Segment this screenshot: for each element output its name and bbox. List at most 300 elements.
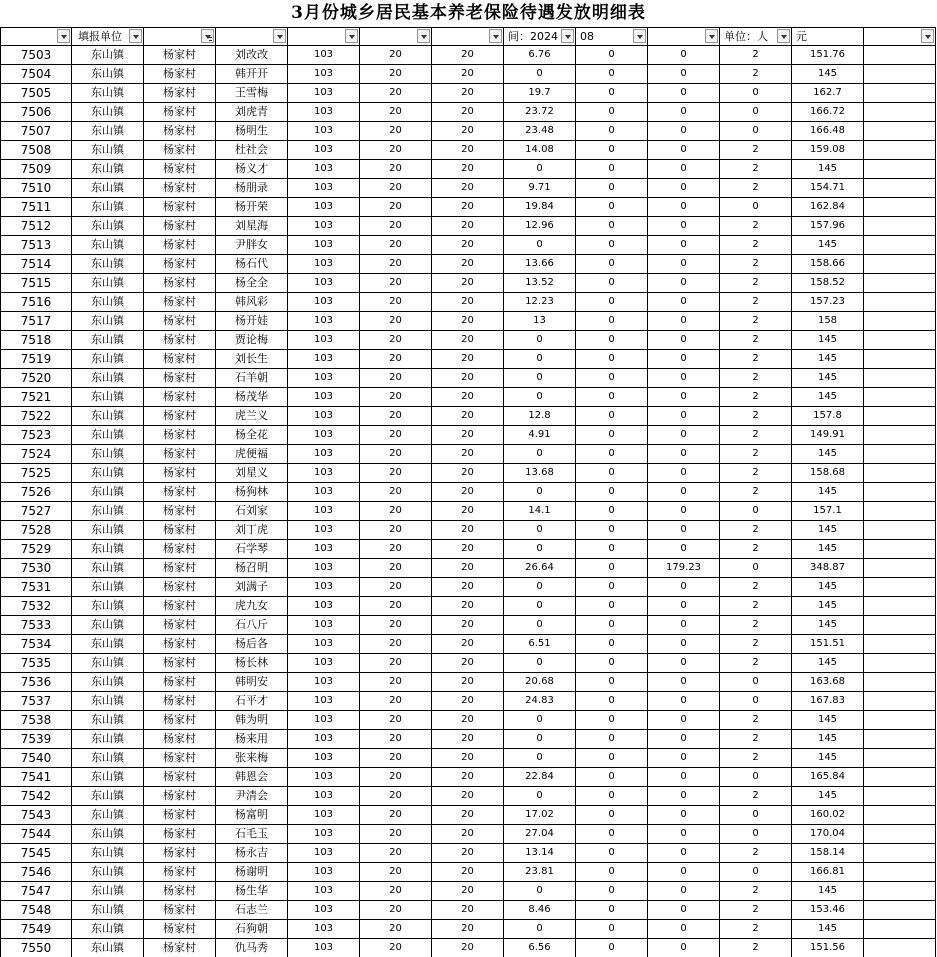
table-cell[interactable]: 杨家村: [144, 255, 216, 274]
table-cell[interactable]: 0: [648, 388, 720, 407]
table-cell[interactable]: 2: [720, 939, 792, 957]
table-cell[interactable]: 7532: [0, 597, 72, 616]
table-cell[interactable]: 石刘家: [216, 502, 288, 521]
table-cell[interactable]: 145: [792, 445, 864, 464]
table-cell[interactable]: 13.68: [504, 464, 576, 483]
table-cell[interactable]: 103: [288, 84, 360, 103]
table-cell[interactable]: 103: [288, 768, 360, 787]
table-cell[interactable]: 145: [792, 787, 864, 806]
table-cell[interactable]: 145: [792, 578, 864, 597]
table-cell[interactable]: 7512: [0, 217, 72, 236]
table-cell[interactable]: [864, 179, 936, 198]
filter-dropdown-icon[interactable]: [489, 29, 502, 43]
table-cell[interactable]: 20: [432, 274, 504, 293]
table-cell[interactable]: 20: [360, 388, 432, 407]
table-cell[interactable]: 103: [288, 274, 360, 293]
table-cell[interactable]: 103: [288, 198, 360, 217]
table-cell[interactable]: 0: [648, 882, 720, 901]
table-cell[interactable]: 0: [648, 179, 720, 198]
table-cell[interactable]: 东山镇: [72, 787, 144, 806]
table-cell[interactable]: 杨家村: [144, 65, 216, 84]
table-cell[interactable]: 145: [792, 388, 864, 407]
table-cell[interactable]: 163.68: [792, 673, 864, 692]
table-cell[interactable]: 20: [360, 198, 432, 217]
table-cell[interactable]: 20: [360, 84, 432, 103]
table-cell[interactable]: 0: [504, 388, 576, 407]
table-cell[interactable]: 0: [648, 825, 720, 844]
table-cell[interactable]: 7534: [0, 635, 72, 654]
table-cell[interactable]: [864, 255, 936, 274]
table-cell[interactable]: 东山镇: [72, 559, 144, 578]
table-cell[interactable]: 0: [648, 141, 720, 160]
table-cell[interactable]: 20: [432, 293, 504, 312]
table-cell[interactable]: 20: [432, 863, 504, 882]
table-cell[interactable]: 13.52: [504, 274, 576, 293]
table-cell[interactable]: 20: [432, 141, 504, 160]
table-cell[interactable]: 0: [504, 711, 576, 730]
table-cell[interactable]: 20: [432, 350, 504, 369]
table-cell[interactable]: 7541: [0, 768, 72, 787]
table-cell[interactable]: 0: [504, 483, 576, 502]
table-cell[interactable]: 0: [576, 521, 648, 540]
table-cell[interactable]: [864, 806, 936, 825]
table-cell[interactable]: 167.83: [792, 692, 864, 711]
table-cell[interactable]: 杨家村: [144, 635, 216, 654]
table-cell[interactable]: 103: [288, 103, 360, 122]
table-cell[interactable]: 20: [432, 198, 504, 217]
table-cell[interactable]: 东山镇: [72, 730, 144, 749]
table-cell[interactable]: 145: [792, 882, 864, 901]
table-cell[interactable]: 20: [360, 920, 432, 939]
table-cell[interactable]: 20: [432, 882, 504, 901]
table-cell[interactable]: 12.23: [504, 293, 576, 312]
table-cell[interactable]: 0: [648, 236, 720, 255]
table-cell[interactable]: 杨家村: [144, 768, 216, 787]
table-cell[interactable]: [864, 787, 936, 806]
table-cell[interactable]: 6.51: [504, 635, 576, 654]
table-cell[interactable]: 0: [504, 616, 576, 635]
table-cell[interactable]: 20: [360, 445, 432, 464]
table-cell[interactable]: 杨茂华: [216, 388, 288, 407]
table-cell[interactable]: 158.52: [792, 274, 864, 293]
table-cell[interactable]: 0: [648, 502, 720, 521]
table-cell[interactable]: 刘星海: [216, 217, 288, 236]
table-cell[interactable]: 0: [576, 749, 648, 768]
table-cell[interactable]: 杨家村: [144, 521, 216, 540]
table-cell[interactable]: 20: [432, 236, 504, 255]
table-cell[interactable]: 7544: [0, 825, 72, 844]
table-cell[interactable]: 2: [720, 350, 792, 369]
table-cell[interactable]: 14.08: [504, 141, 576, 160]
table-cell[interactable]: 刘星义: [216, 464, 288, 483]
table-cell[interactable]: 7517: [0, 312, 72, 331]
table-cell[interactable]: 2: [720, 616, 792, 635]
table-cell[interactable]: 103: [288, 692, 360, 711]
table-cell[interactable]: 杨家村: [144, 749, 216, 768]
table-cell[interactable]: 2: [720, 274, 792, 293]
table-cell[interactable]: 石平才: [216, 692, 288, 711]
table-cell[interactable]: 杨家村: [144, 198, 216, 217]
table-cell[interactable]: 0: [648, 521, 720, 540]
table-cell[interactable]: 0: [504, 578, 576, 597]
table-cell[interactable]: 杨开荣: [216, 198, 288, 217]
table-cell[interactable]: 0: [576, 46, 648, 65]
table-cell[interactable]: 0: [648, 768, 720, 787]
table-cell[interactable]: 东山镇: [72, 711, 144, 730]
table-cell[interactable]: 东山镇: [72, 901, 144, 920]
table-cell[interactable]: 2: [720, 749, 792, 768]
table-cell[interactable]: 7539: [0, 730, 72, 749]
table-cell[interactable]: 杨明生: [216, 122, 288, 141]
table-cell[interactable]: 20: [432, 749, 504, 768]
table-cell[interactable]: 103: [288, 331, 360, 350]
table-cell[interactable]: 20: [360, 882, 432, 901]
table-cell[interactable]: 0: [648, 540, 720, 559]
table-cell[interactable]: 166.81: [792, 863, 864, 882]
table-cell[interactable]: 7515: [0, 274, 72, 293]
table-cell[interactable]: 0: [648, 654, 720, 673]
table-cell[interactable]: [864, 483, 936, 502]
table-cell[interactable]: 158.68: [792, 464, 864, 483]
table-cell[interactable]: 103: [288, 160, 360, 179]
table-cell[interactable]: [864, 160, 936, 179]
table-cell[interactable]: [864, 331, 936, 350]
table-cell[interactable]: 2: [720, 293, 792, 312]
table-cell[interactable]: 151.56: [792, 939, 864, 957]
table-cell[interactable]: 韩明安: [216, 673, 288, 692]
table-cell[interactable]: 7513: [0, 236, 72, 255]
filter-dropdown-icon[interactable]: [57, 29, 70, 43]
table-cell[interactable]: 103: [288, 863, 360, 882]
table-cell[interactable]: 0: [648, 749, 720, 768]
table-cell[interactable]: 石志兰: [216, 901, 288, 920]
filter-dropdown-icon[interactable]: [633, 29, 646, 43]
table-cell[interactable]: 0: [648, 806, 720, 825]
table-cell[interactable]: 东山镇: [72, 198, 144, 217]
table-cell[interactable]: [864, 939, 936, 957]
table-cell[interactable]: 20: [432, 920, 504, 939]
table-cell[interactable]: 0: [504, 654, 576, 673]
table-cell[interactable]: 0: [576, 825, 648, 844]
table-cell[interactable]: 19.84: [504, 198, 576, 217]
table-cell[interactable]: 20: [360, 578, 432, 597]
table-cell[interactable]: 0: [576, 597, 648, 616]
table-cell[interactable]: 0: [648, 312, 720, 331]
table-cell[interactable]: 20: [360, 844, 432, 863]
table-cell[interactable]: 杨家村: [144, 844, 216, 863]
table-cell[interactable]: 杨家村: [144, 369, 216, 388]
table-cell[interactable]: 0: [576, 464, 648, 483]
table-cell[interactable]: 0: [576, 730, 648, 749]
table-cell[interactable]: [864, 502, 936, 521]
table-cell[interactable]: 杨家村: [144, 217, 216, 236]
table-cell[interactable]: 2: [720, 654, 792, 673]
table-cell[interactable]: 0: [576, 198, 648, 217]
table-cell[interactable]: 7535: [0, 654, 72, 673]
table-cell[interactable]: 0: [648, 920, 720, 939]
table-cell[interactable]: 20: [432, 597, 504, 616]
table-cell[interactable]: 145: [792, 65, 864, 84]
table-cell[interactable]: 20: [432, 84, 504, 103]
table-cell[interactable]: 0: [576, 920, 648, 939]
table-cell[interactable]: [864, 293, 936, 312]
table-cell[interactable]: 145: [792, 730, 864, 749]
table-cell[interactable]: 0: [576, 407, 648, 426]
table-cell[interactable]: 杨家村: [144, 730, 216, 749]
table-cell[interactable]: [864, 882, 936, 901]
table-cell[interactable]: 2: [720, 483, 792, 502]
table-cell[interactable]: [864, 350, 936, 369]
table-cell[interactable]: 20: [432, 426, 504, 445]
table-cell[interactable]: 6.56: [504, 939, 576, 957]
table-cell[interactable]: 0: [576, 901, 648, 920]
table-cell[interactable]: 103: [288, 635, 360, 654]
table-cell[interactable]: 0: [576, 882, 648, 901]
table-cell[interactable]: 7536: [0, 673, 72, 692]
table-cell[interactable]: 东山镇: [72, 350, 144, 369]
table-cell[interactable]: [864, 901, 936, 920]
table-cell[interactable]: 20: [360, 122, 432, 141]
table-cell[interactable]: 7549: [0, 920, 72, 939]
table-cell[interactable]: 162.84: [792, 198, 864, 217]
table-cell[interactable]: 2: [720, 255, 792, 274]
table-cell[interactable]: 张来梅: [216, 749, 288, 768]
table-cell[interactable]: 0: [720, 103, 792, 122]
table-cell[interactable]: 0: [648, 331, 720, 350]
table-cell[interactable]: 7538: [0, 711, 72, 730]
table-cell[interactable]: 0: [648, 274, 720, 293]
table-cell[interactable]: 20: [360, 483, 432, 502]
table-cell[interactable]: 杨朋录: [216, 179, 288, 198]
table-cell[interactable]: 0: [648, 217, 720, 236]
table-cell[interactable]: 7533: [0, 616, 72, 635]
table-cell[interactable]: 0: [576, 160, 648, 179]
table-cell[interactable]: [864, 711, 936, 730]
table-cell[interactable]: 7547: [0, 882, 72, 901]
table-cell[interactable]: 东山镇: [72, 255, 144, 274]
table-cell[interactable]: [864, 369, 936, 388]
table-cell[interactable]: 0: [504, 920, 576, 939]
table-cell[interactable]: 20: [360, 540, 432, 559]
table-cell[interactable]: 杨家村: [144, 483, 216, 502]
table-cell[interactable]: 103: [288, 388, 360, 407]
table-cell[interactable]: 东山镇: [72, 806, 144, 825]
table-cell[interactable]: 0: [720, 806, 792, 825]
table-cell[interactable]: 石学琴: [216, 540, 288, 559]
table-cell[interactable]: 20: [432, 711, 504, 730]
table-cell[interactable]: 145: [792, 236, 864, 255]
table-cell[interactable]: 杨家村: [144, 293, 216, 312]
table-cell[interactable]: 20: [360, 217, 432, 236]
table-cell[interactable]: 0: [576, 578, 648, 597]
table-cell[interactable]: 20: [360, 654, 432, 673]
table-cell[interactable]: 2: [720, 464, 792, 483]
table-cell[interactable]: 刘满子: [216, 578, 288, 597]
table-cell[interactable]: 刘丁虎: [216, 521, 288, 540]
table-cell[interactable]: 杜社会: [216, 141, 288, 160]
table-cell[interactable]: 20: [432, 407, 504, 426]
table-cell[interactable]: 0: [648, 65, 720, 84]
table-cell[interactable]: 0: [576, 863, 648, 882]
table-cell[interactable]: 2: [720, 388, 792, 407]
table-cell[interactable]: 杨家村: [144, 616, 216, 635]
table-cell[interactable]: 103: [288, 920, 360, 939]
table-cell[interactable]: 103: [288, 559, 360, 578]
table-cell[interactable]: 103: [288, 844, 360, 863]
table-cell[interactable]: 20: [360, 749, 432, 768]
table-cell[interactable]: 0: [504, 521, 576, 540]
table-cell[interactable]: 145: [792, 654, 864, 673]
table-cell[interactable]: 0: [576, 806, 648, 825]
table-cell[interactable]: 7546: [0, 863, 72, 882]
table-cell[interactable]: 20: [432, 388, 504, 407]
table-cell[interactable]: 0: [648, 160, 720, 179]
table-cell[interactable]: 7503: [0, 46, 72, 65]
table-cell[interactable]: 2: [720, 369, 792, 388]
table-cell[interactable]: 东山镇: [72, 616, 144, 635]
table-cell[interactable]: 2: [720, 445, 792, 464]
table-cell[interactable]: 东山镇: [72, 673, 144, 692]
table-cell[interactable]: 2: [720, 407, 792, 426]
table-cell[interactable]: 20: [432, 559, 504, 578]
table-cell[interactable]: 103: [288, 521, 360, 540]
table-cell[interactable]: 20: [360, 312, 432, 331]
table-cell[interactable]: 20: [360, 236, 432, 255]
table-cell[interactable]: 20: [360, 673, 432, 692]
table-cell[interactable]: [864, 141, 936, 160]
table-cell[interactable]: 20.68: [504, 673, 576, 692]
table-cell[interactable]: 0: [576, 787, 648, 806]
table-cell[interactable]: 157.8: [792, 407, 864, 426]
table-cell[interactable]: 刘长生: [216, 350, 288, 369]
table-cell[interactable]: 0: [504, 787, 576, 806]
table-cell[interactable]: 7514: [0, 255, 72, 274]
table-cell[interactable]: 0: [576, 179, 648, 198]
table-cell[interactable]: 103: [288, 350, 360, 369]
table-cell[interactable]: [864, 122, 936, 141]
table-cell[interactable]: 0: [504, 331, 576, 350]
table-cell[interactable]: 20: [432, 578, 504, 597]
table-cell[interactable]: 石狗朝: [216, 920, 288, 939]
table-cell[interactable]: 杨家村: [144, 597, 216, 616]
table-cell[interactable]: [864, 217, 936, 236]
table-cell[interactable]: 杨召明: [216, 559, 288, 578]
table-cell[interactable]: 贾论梅: [216, 331, 288, 350]
table-cell[interactable]: 0: [504, 160, 576, 179]
table-cell[interactable]: 0: [576, 217, 648, 236]
table-cell[interactable]: [864, 426, 936, 445]
table-cell[interactable]: 20: [360, 597, 432, 616]
table-cell[interactable]: 杨家村: [144, 122, 216, 141]
table-cell[interactable]: 165.84: [792, 768, 864, 787]
table-cell[interactable]: 0: [648, 483, 720, 502]
table-cell[interactable]: 20: [432, 768, 504, 787]
table-cell[interactable]: 20: [432, 844, 504, 863]
table-cell[interactable]: 0: [648, 46, 720, 65]
table-cell[interactable]: 东山镇: [72, 939, 144, 957]
table-cell[interactable]: 0: [576, 293, 648, 312]
table-cell[interactable]: 东山镇: [72, 445, 144, 464]
table-cell[interactable]: 0: [648, 198, 720, 217]
table-cell[interactable]: 0: [648, 787, 720, 806]
table-cell[interactable]: 20: [360, 274, 432, 293]
table-cell[interactable]: 20: [432, 540, 504, 559]
table-cell[interactable]: 0: [648, 464, 720, 483]
table-cell[interactable]: 杨家村: [144, 882, 216, 901]
table-cell[interactable]: 7518: [0, 331, 72, 350]
table-cell[interactable]: 东山镇: [72, 464, 144, 483]
table-cell[interactable]: 0: [576, 445, 648, 464]
table-cell[interactable]: 2: [720, 179, 792, 198]
table-cell[interactable]: 0: [576, 255, 648, 274]
table-cell[interactable]: 东山镇: [72, 331, 144, 350]
table-cell[interactable]: 8.46: [504, 901, 576, 920]
table-cell[interactable]: [864, 863, 936, 882]
table-cell[interactable]: 0: [720, 692, 792, 711]
table-cell[interactable]: 杨家村: [144, 84, 216, 103]
table-cell[interactable]: 26.64: [504, 559, 576, 578]
table-cell[interactable]: [864, 597, 936, 616]
table-cell[interactable]: 20: [360, 502, 432, 521]
table-cell[interactable]: 103: [288, 65, 360, 84]
table-cell[interactable]: 杨家村: [144, 141, 216, 160]
table-cell[interactable]: 103: [288, 46, 360, 65]
table-cell[interactable]: 东山镇: [72, 160, 144, 179]
table-cell[interactable]: 0: [576, 483, 648, 502]
table-cell[interactable]: 0: [576, 768, 648, 787]
table-cell[interactable]: 0: [648, 673, 720, 692]
table-cell[interactable]: [864, 635, 936, 654]
table-cell[interactable]: [864, 730, 936, 749]
table-cell[interactable]: 0: [648, 901, 720, 920]
table-cell[interactable]: [864, 540, 936, 559]
table-cell[interactable]: 103: [288, 597, 360, 616]
table-cell[interactable]: 0: [576, 502, 648, 521]
table-cell[interactable]: 0: [648, 350, 720, 369]
table-cell[interactable]: 17.02: [504, 806, 576, 825]
table-cell[interactable]: 20: [432, 502, 504, 521]
table-cell[interactable]: 2: [720, 578, 792, 597]
table-cell[interactable]: 103: [288, 255, 360, 274]
table-cell[interactable]: 20: [432, 464, 504, 483]
filter-dropdown-icon[interactable]: [345, 29, 358, 43]
table-cell[interactable]: [864, 844, 936, 863]
table-cell[interactable]: 杨狗林: [216, 483, 288, 502]
table-cell[interactable]: 103: [288, 654, 360, 673]
table-cell[interactable]: 0: [576, 236, 648, 255]
table-cell[interactable]: 杨家村: [144, 445, 216, 464]
table-cell[interactable]: 0: [576, 939, 648, 957]
table-cell[interactable]: 2: [720, 236, 792, 255]
table-cell[interactable]: 7507: [0, 122, 72, 141]
table-cell[interactable]: 杨家村: [144, 236, 216, 255]
table-cell[interactable]: 2: [720, 540, 792, 559]
table-cell[interactable]: 158: [792, 312, 864, 331]
table-cell[interactable]: 杨家村: [144, 388, 216, 407]
table-cell[interactable]: 103: [288, 806, 360, 825]
table-cell[interactable]: 0: [648, 84, 720, 103]
table-cell[interactable]: 145: [792, 749, 864, 768]
table-cell[interactable]: 7522: [0, 407, 72, 426]
table-cell[interactable]: [864, 616, 936, 635]
table-cell[interactable]: 东山镇: [72, 426, 144, 445]
table-cell[interactable]: 7506: [0, 103, 72, 122]
table-cell[interactable]: 王雪梅: [216, 84, 288, 103]
table-cell[interactable]: 尹清会: [216, 787, 288, 806]
table-cell[interactable]: 20: [360, 825, 432, 844]
table-cell[interactable]: 石八斤: [216, 616, 288, 635]
table-cell[interactable]: [864, 236, 936, 255]
